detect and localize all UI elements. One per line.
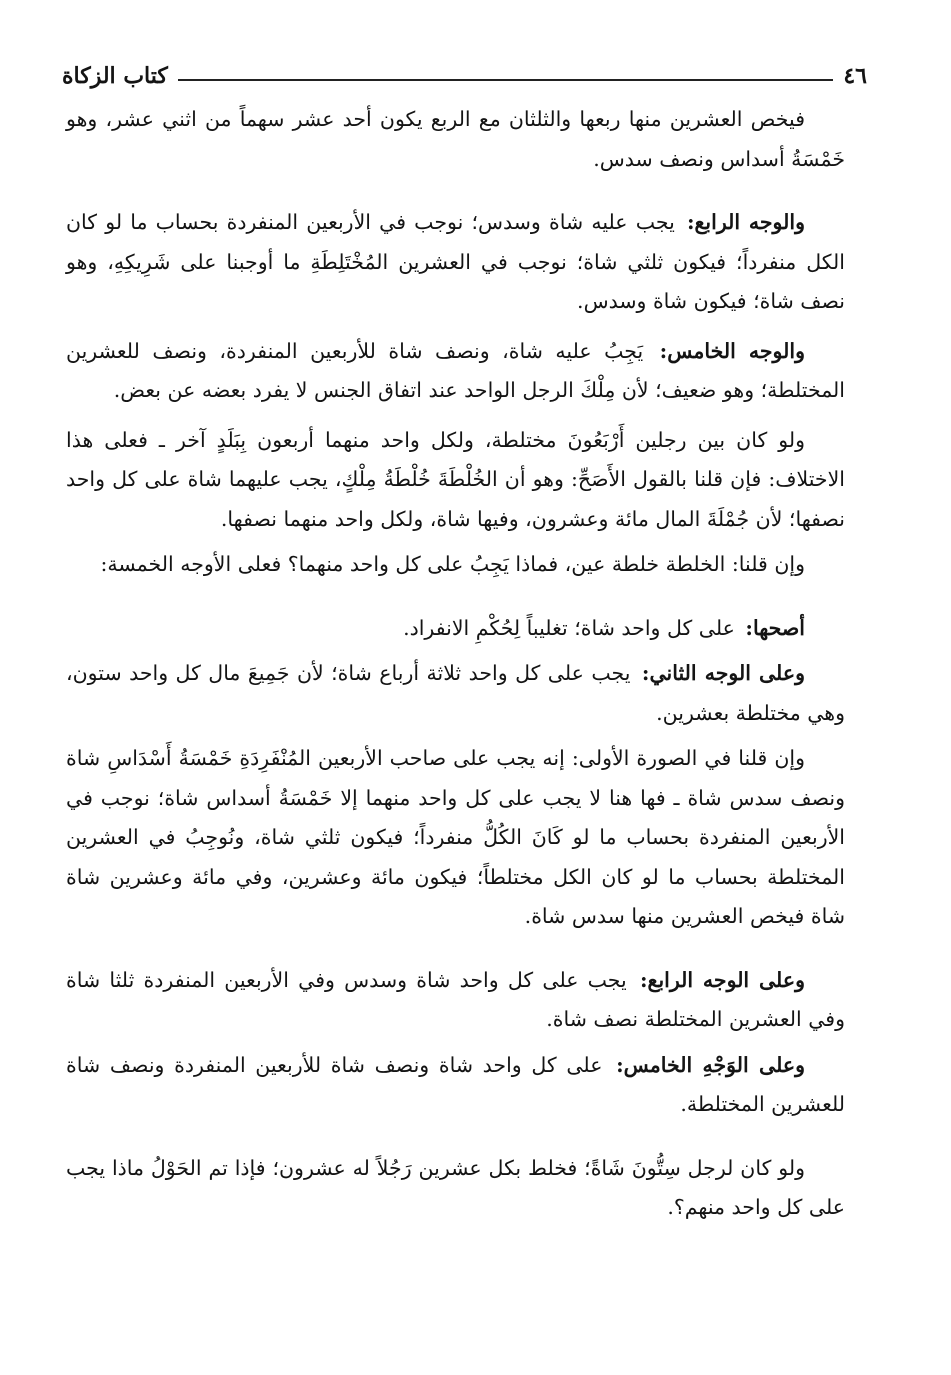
paragraph-text: على كل واحد شاة ونصف شاة للأربعين المنفردة ونصف شاة للعشرين المختلطة. [66,1052,845,1116]
paragraph-7 [66,654,845,733]
paragraph-text: يجب على كل واحد ثلاثة أرباع شاة؛ لأن جَمِيعَ مال كل واحد ستون، وهي مختلطة بعشرين. [66,661,845,725]
paragraph-5 [66,545,845,585]
paragraph-lead: وعلى الوجه الرابع: [639,967,805,992]
paragraph-text: ولو كان بين رجلين أَرْبَعُونَ مختلطة، ولكل واحد منهما أربعون بِبَلَدٍ آخر ـ فعلى هذا الاختلاف: فإن قلنا بالقول الأَصَحِّ: وهو أن الخُلْطَةَ خُلْطَةُ مِلْكٍ، يجب عليهما شاة على كل واحد نصفها؛ لأن جُمْلَةَ المال مائة وعشرون، وفيها شاة، ولكل واحد منهما نصفها. [66,427,845,531]
paragraph-10 [66,1046,845,1125]
paragraph-3 [66,332,845,411]
paragraph-text: يَجِبُ عليه شاة، ونصف شاة للأربعين المنفردة، ونصف للعشرين المختلطة؛ وهو ضعيف؛ لأن مِلْكَ الرجل الواحد عند اتفاق الجنس لا يفرد بعضه عن بعض. [66,338,845,402]
paragraph-text: وإن قلنا: الخلطة خلطة عين، فماذا يَجِبُ على كل واحد منهما؟ فعلى الأوجه الخمسة: [100,552,805,576]
paragraph-8 [66,739,845,937]
paragraph-lead: أصحها: [745,615,805,640]
paragraph-2 [66,203,845,322]
page-number: ٤٦ [843,63,867,89]
paragraph-text: فيخص العشرين منها ربعها والثلثان مع الربع يكون أحد عشر سهماً من اثني عشر، وهو خَمْسَةُ أسداس ونصف سدس. [66,107,845,171]
running-title: كتاب الزكاة [62,63,168,89]
paragraph-lead: والوجه الخامس: [659,338,805,363]
paragraph-1 [66,100,845,179]
paragraph-text: يجب على كل واحد شاة وسدس وفي الأربعين المنفردة ثلثا شاة وفي العشرين المختلطة نصف شاة. [66,967,845,1031]
paragraph-6 [66,609,845,649]
paragraph-text: على كل واحد شاة؛ تغليباً لِحُكْمِ الانفراد. [403,615,735,640]
paragraph-lead: وعلى الوجه الثاني: [641,661,805,685]
paragraph-9 [66,961,845,1040]
body-text [66,100,845,1228]
paragraph-lead: وعلى الوَجْهِ الخامس: [616,1052,805,1077]
header-rule [178,79,834,81]
paragraph-lead: والوجه الرابع: [686,210,805,234]
paragraph-11 [66,1149,845,1228]
paragraph-4 [66,421,845,540]
paragraph-text: ولو كان لرجل سِتُّونَ شَاةً؛ فخلط بكل عشرين رَجُلاً له عشرون؛ فإذا تم الحَوْلُ ماذا يجب على كل واحد منهم؟. [66,1155,845,1219]
paragraph-text: وإن قلنا في الصورة الأولى: إنه يجب على صاحب الأربعين المُنْفَرِدَةِ خَمْسَةُ أَسْدَاسِ شاة ونصف سدس شاة ـ فها هنا لا يجب على كل واحد منهما إلا خَمْسَةُ أسداس شاة؛ نوجب في الأربعين المنفردة بحساب ما لو كَانَ الكُلُّ منفرداً؛ فيكون ثلثي شاة، ونُوجِبُ في العشرين المختلطة بحساب ما لو كان الكل مختلطاً؛ فيكون مائة وعشرين، وفي مائة وعشرين شاة شاة فيخص العشرين منها سدس شاة. [66,746,845,928]
page-header [62,58,867,94]
paragraph-text: يجب عليه شاة وسدس؛ نوجب في الأربعين المنفردة بحساب ما لو كان الكل منفرداً؛ فيكون ثلثي شاة؛ نوجب في العشرين المُخْتَلِطَةِ ما أوجبنا على شَرِيكِهِ، وهو نصف شاة؛ فيكون شاة وسدس. [66,210,845,313]
